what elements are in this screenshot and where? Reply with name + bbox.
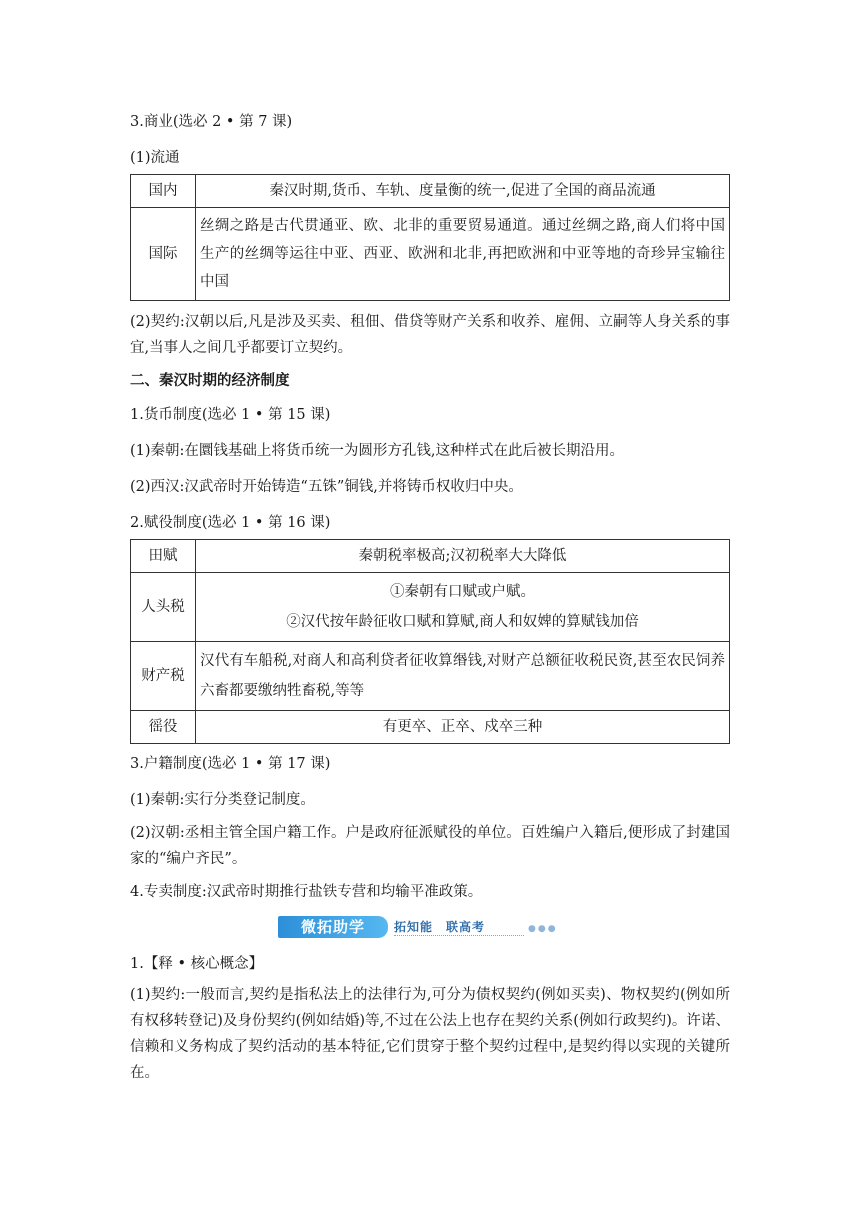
table-value-cell: 秦汉时期,货币、车轨、度量衡的统一,促进了全国的商品流通 xyxy=(196,175,730,208)
table-value-cell: 丝绸之路是古代贯通亚、欧、北非的重要贸易通道。通过丝绸之路,商人们将中国生产的丝绸等运往中亚、西亚、欧洲和北非,再把欧洲和中亚等地的奇珍异宝输往中国 xyxy=(196,208,730,301)
table-row xyxy=(131,573,730,642)
table-key-cell: 徭役 xyxy=(131,711,196,744)
currency-item: (1)秦朝:在圜钱基础上将货币统一为圆形方孔钱,这种样式在此后被长期沿用。 xyxy=(130,443,625,459)
section-title: 二、秦汉时期的经济制度 xyxy=(130,373,290,389)
banner-subtitle: 拓知能 联高考 xyxy=(394,920,486,934)
monopoly-paragraph: 4.专卖制度:汉武帝时期推行盐铁专营和均输平准政策。 xyxy=(130,884,483,900)
household-item: (2)汉朝:丞相主管全国户籍工作。户是政府征派赋役的单位。百姓编户入籍后,便形成了封建国家的“编户齐民”。 xyxy=(130,825,730,867)
banner-dots-icon: ●●● xyxy=(528,924,558,934)
concept-heading: 1.【释 • 核心概念】 xyxy=(130,956,264,972)
household-heading: 3.户籍制度(选必 1 • 第 17 课) xyxy=(130,756,331,772)
micro-expansion-banner xyxy=(130,916,730,938)
table-key-cell: 国内 xyxy=(131,175,196,208)
table-key-cell: 国际 xyxy=(131,208,196,301)
table-row xyxy=(131,175,730,208)
currency-item: (2)西汉:汉武帝时开始铸造“五铢”铜钱,并将铸币权收归中央。 xyxy=(130,479,523,495)
table-row xyxy=(131,208,730,301)
cell-line: ①秦朝有口赋或户赋。 xyxy=(390,584,535,600)
contract-paragraph: (2)契约:汉朝以后,凡是涉及买卖、租佃、借贷等财产关系和收养、雇佣、立嗣等人身关系的事宜,当事人之间几乎都要订立契约。 xyxy=(130,314,730,356)
tax-heading: 2.赋役制度(选必 1 • 第 16 课) xyxy=(130,515,331,531)
circulation-table xyxy=(130,174,730,301)
table-value-cell: 秦朝税率极高;汉初税率大大降低 xyxy=(196,540,730,573)
table-value-cell: 有更卒、正卒、戍卒三种 xyxy=(196,711,730,744)
table-value-cell: 汉代有车船税,对商人和高利贷者征收算缗钱,对财产总额征收税民资,甚至农民饲养六畜都要缴纳牲畜税,等等 xyxy=(196,642,730,711)
cell-line: ②汉代按年龄征收口赋和算赋,商人和奴婢的算赋钱加倍 xyxy=(286,614,639,630)
table-key-cell: 田赋 xyxy=(131,540,196,573)
banner-tag: 微拓助学 xyxy=(278,916,388,938)
commerce-heading: 3.商业(选必 2 • 第 7 课) xyxy=(130,114,293,130)
household-item: (1)秦朝:实行分类登记制度。 xyxy=(130,792,315,808)
banner-rule xyxy=(394,935,524,936)
concept-paragraph: (1)契约:一般而言,契约是指私法上的法律行为,可分为债权契约(例如买卖)、物权契约(例如所有权移转登记)及身份契约(例如结婚)等,不过在公法上也存在契约关系(例如行政契约)。许诺、信赖和义务构成了契约活动的基本特征,它们贯穿于整个契约过程中,是契约得以实现的关键所在。 xyxy=(130,987,730,1081)
tax-table xyxy=(130,539,730,744)
document-page xyxy=(130,108,730,1086)
table-row xyxy=(131,642,730,711)
currency-heading: 1.货币制度(选必 1 • 第 15 课) xyxy=(130,407,331,423)
table-row xyxy=(131,540,730,573)
table-key-cell: 人头税 xyxy=(131,573,196,642)
table-value-cell xyxy=(196,573,730,642)
circulation-heading: (1)流通 xyxy=(130,150,180,166)
table-key-cell: 财产税 xyxy=(131,642,196,711)
table-row xyxy=(131,711,730,744)
